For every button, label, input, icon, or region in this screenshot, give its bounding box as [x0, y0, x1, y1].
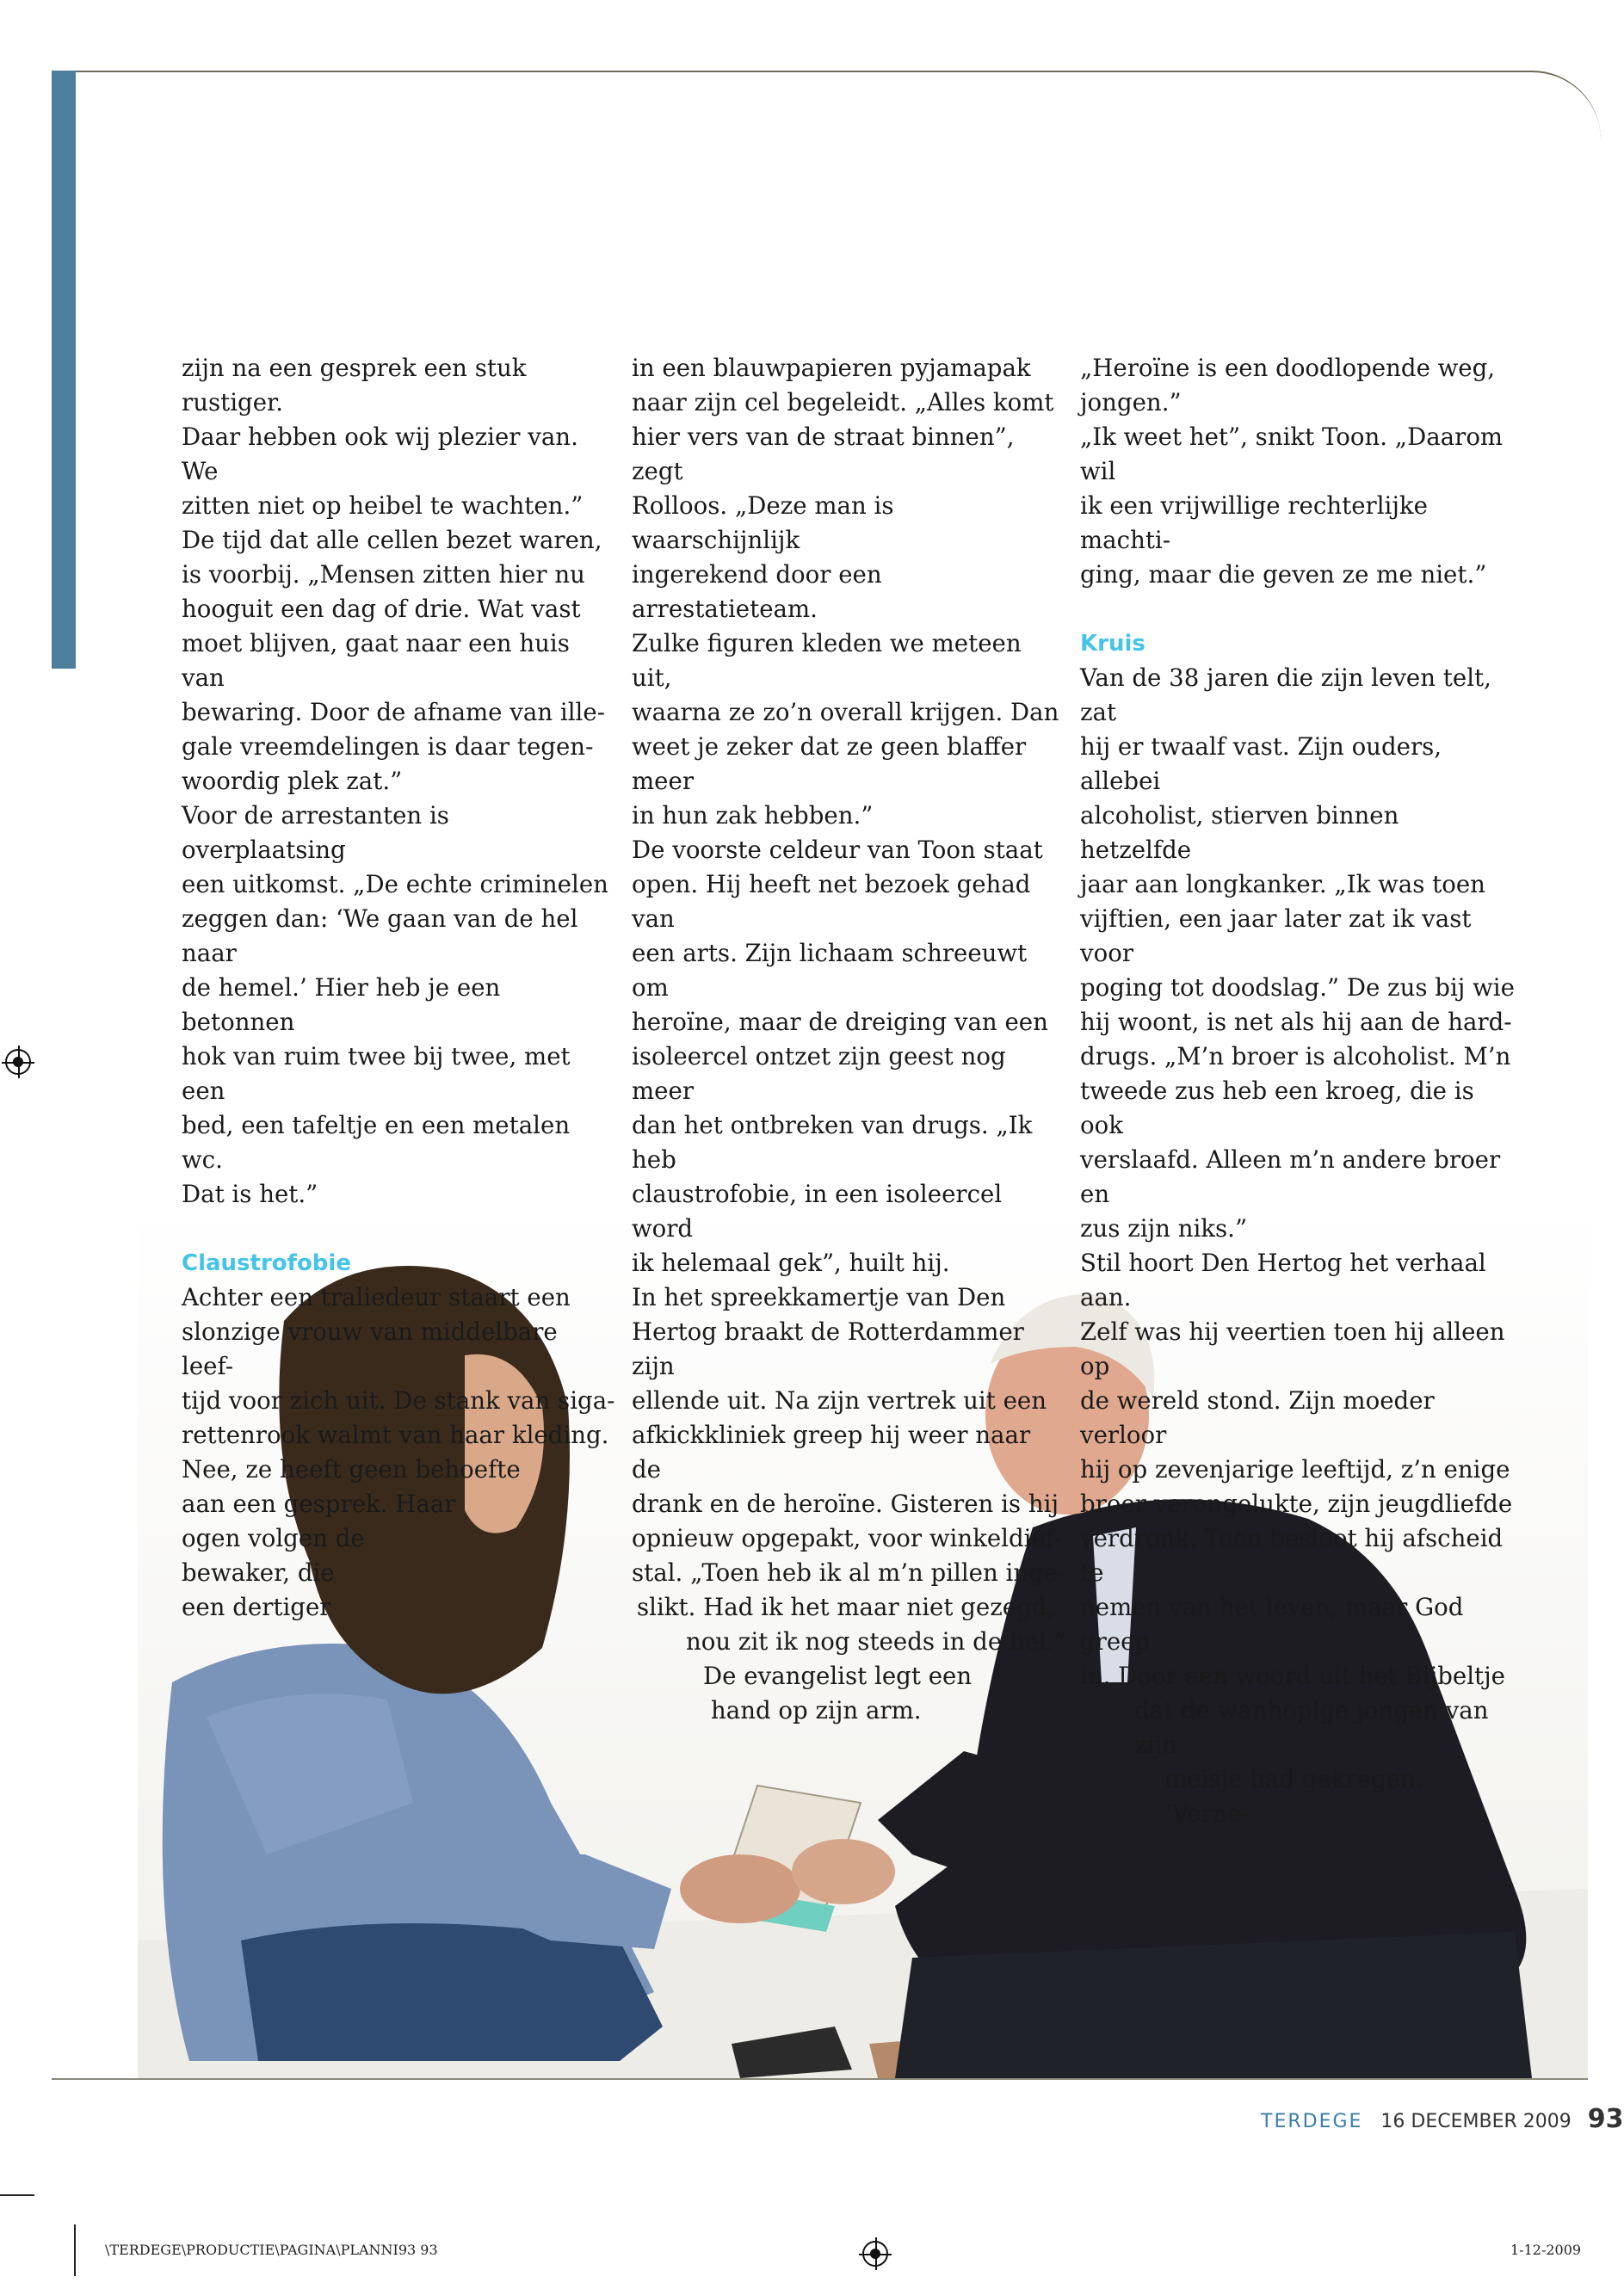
text-line: poging tot doodslag.” De zus bij wie [1080, 973, 1515, 1002]
text-line: zijn na een gesprek een stuk rustiger. [182, 354, 527, 416]
text-line: hij er twaalf vast. Zijn ouders, allebei [1080, 732, 1442, 795]
text-line: een uitkomst. „De echte criminelen [182, 870, 608, 898]
bottom-rule [52, 2078, 1588, 2080]
text-line: bewaker, die [182, 1558, 335, 1587]
print-path: \TERDEGE\PRODUCTIE\PAGINA\PLANNI93 93 [105, 2242, 438, 2258]
text-line: woordig plek zat.” [182, 767, 403, 795]
page-footer [1261, 2104, 1624, 2134]
text-line: een dertiger [182, 1593, 331, 1621]
print-date: 1-12-2009 [1510, 2242, 1582, 2258]
text-line: slikt. Had ik het maar niet gezegd, [637, 1593, 1055, 1621]
text-line: naar zijn cel begeleidt. „Alles komt [632, 388, 1054, 416]
text-line: Zelf was hij veertien toen hij alleen op [1080, 1317, 1505, 1380]
text-line: Dat is het.” [182, 1180, 318, 1208]
text-line: tijd voor zich uit. De stank van siga- [182, 1386, 615, 1415]
text-line: een arts. Zijn lichaam schreeuwt om [632, 939, 1028, 1002]
text-line: weet je zeker dat ze geen blaffer meer [632, 732, 1027, 795]
text-line: Zulke figuren kleden we meteen uit, [632, 629, 1022, 692]
text-line: drank en de heroïne. Gisteren is hij [632, 1490, 1059, 1518]
text-line: moet blijven, gaat naar een huis van [182, 629, 570, 692]
text-line: De tijd dat alle cellen bezet waren, [182, 526, 602, 554]
text-line: is voorbij. „Mensen zitten hier nu [182, 560, 585, 589]
text-line: ellende uit. Na zijn vertrek uit een [632, 1386, 1047, 1415]
text-line: waarna ze zo’n overall krijgen. Dan [632, 698, 1059, 726]
text-line: opnieuw opgepakt, voor winkeldief- [632, 1524, 1062, 1552]
text-line: ogen volgen de [182, 1524, 365, 1552]
text-line: broer verongelukte, zijn jeugdliefde [1080, 1490, 1513, 1518]
text-line: jongen.” [1080, 388, 1182, 416]
page-number: 93 [1587, 2104, 1624, 2134]
text-line: aan een gesprek. Haar [182, 1490, 456, 1518]
text-line: Achter een traliedeur staart een [182, 1283, 571, 1311]
text-line: verdronk. Toen besloot hij afscheid te [1080, 1524, 1504, 1587]
text-line: drugs. „M’n broer is alcoholist. M’n [1080, 1042, 1511, 1070]
text-line: isoleercel ontzet zijn geest nog meer [632, 1042, 1006, 1105]
text-line: Nee, ze heeft geen behoefte [182, 1455, 521, 1484]
registration-mark-icon [862, 2241, 888, 2267]
text-line: afkickkliniek greep hij weer naar de [632, 1421, 1031, 1484]
text-line: ik een vrijwillige rechterlijke machti- [1080, 491, 1428, 554]
text-line: verslaafd. Alleen m’n andere broer en [1080, 1145, 1501, 1208]
issue-date: 16 DECEMBER 2009 [1380, 2111, 1572, 2132]
text-line: de hemel.’ Hier heb je een betonnen [182, 973, 501, 1036]
text-line: hooguit een dag of drie. Wat vast [182, 595, 581, 623]
registration-mark-icon [5, 1049, 31, 1075]
text-line: hand op zijn arm. [711, 1696, 922, 1724]
text-line: vijftien, een jaar later zat ik vast voor [1080, 904, 1472, 967]
magazine-name: TERDEGE [1261, 2111, 1363, 2132]
text-line: bewaring. Door de afname van ille- [182, 698, 605, 726]
text-line: meisje had gekregen. ‘Verne- [1164, 1765, 1423, 1828]
text-line: dan het ontbreken van drugs. „Ik heb [632, 1111, 1033, 1174]
text-line: in. Door een woord uit het Bijbeltje [1080, 1662, 1505, 1690]
text-line: stal. „Toen heb ik al m’n pillen inge- [632, 1558, 1066, 1587]
text-line: bed, een tafeltje en een metalen wc. [182, 1111, 571, 1174]
text-line: hok van ruim twee bij twee, met een [182, 1042, 571, 1105]
text-line: alcoholist, stierven binnen hetzelfde [1080, 801, 1399, 864]
article-column-3 [1080, 351, 1515, 1831]
article-column-2 [632, 351, 1066, 1728]
text-line: dat de wanhopige jongen van zijn [1134, 1696, 1489, 1759]
text-line: De evangelist legt een [703, 1662, 973, 1690]
text-line: Stil hoort Den Hertog het verhaal aan. [1080, 1249, 1486, 1311]
text-line: „Ik weet het”, snikt Toon. „Daarom wil [1080, 423, 1504, 485]
crop-mark [74, 2224, 76, 2276]
text-line: De voorste celdeur van Toon staat [632, 836, 1043, 864]
text-line: heroïne, maar de dreiging van een [632, 1008, 1048, 1036]
article-column-1 [182, 351, 616, 1625]
text-line: de wereld stond. Zijn moeder verloor [1080, 1386, 1435, 1449]
text-line: in hun zak hebben.” [632, 801, 874, 830]
text-line: rettenrook walmt van haar kleding. [182, 1421, 609, 1449]
subhead-claustrofobie: Claustrofobie [182, 1250, 351, 1276]
text-line: hij woont, is net als hij aan de hard- [1080, 1008, 1512, 1036]
text-line: In het spreekkamertje van Den [632, 1283, 1006, 1311]
text-line: Van de 38 jaren die zijn leven telt, zat [1080, 663, 1491, 726]
text-line: Hertog braakt de Rotterdammer zijn [632, 1317, 1024, 1380]
text-line: nou zit ik nog steeds in de hel.” [686, 1627, 1066, 1656]
text-line: jaar aan longkanker. „Ik was toen [1080, 870, 1485, 898]
text-line: Daar hebben ook wij plezier van. We [182, 423, 578, 485]
text-line: open. Hij heeft net bezoek gehad van [632, 870, 1031, 933]
text-line: Rolloos. „Deze man is waarschijnlijk [632, 491, 894, 554]
text-line: hier vers van de straat binnen”, zegt [632, 423, 1015, 485]
crop-mark [0, 2194, 34, 2196]
text-line: ingerekend door een arrestatieteam. [632, 560, 882, 623]
text-line: hij op zevenjarige leeftijd, z’n enige [1080, 1455, 1510, 1484]
text-line: ik helemaal gek”, huilt hij. [632, 1249, 950, 1277]
subhead-kruis: Kruis [1080, 631, 1145, 657]
text-line: zeggen dan: ‘We gaan van de hel naar [182, 904, 578, 967]
text-line: claustrofobie, in een isoleercel word [632, 1180, 1003, 1243]
accent-bar [52, 71, 76, 669]
text-line: ging, maar die geven ze me niet.” [1080, 560, 1487, 589]
text-line: in een blauwpapieren pyjamapak [632, 354, 1031, 382]
text-line: „Heroïne is een doodlopende weg, [1080, 354, 1496, 382]
text-line: gale vreemdelingen is daar tegen- [182, 732, 594, 761]
text-line: nemen van het leven, maar God greep [1080, 1593, 1464, 1656]
text-line: zitten niet op heibel te wachten.” [182, 491, 584, 520]
text-line: slonzige vrouw van middelbare leef- [182, 1317, 558, 1380]
text-line: tweede zus heb een kroeg, die is ook [1080, 1077, 1474, 1139]
text-line: Voor de arrestanten is overplaatsing [182, 801, 449, 864]
text-line: zus zijn niks.” [1080, 1214, 1248, 1243]
